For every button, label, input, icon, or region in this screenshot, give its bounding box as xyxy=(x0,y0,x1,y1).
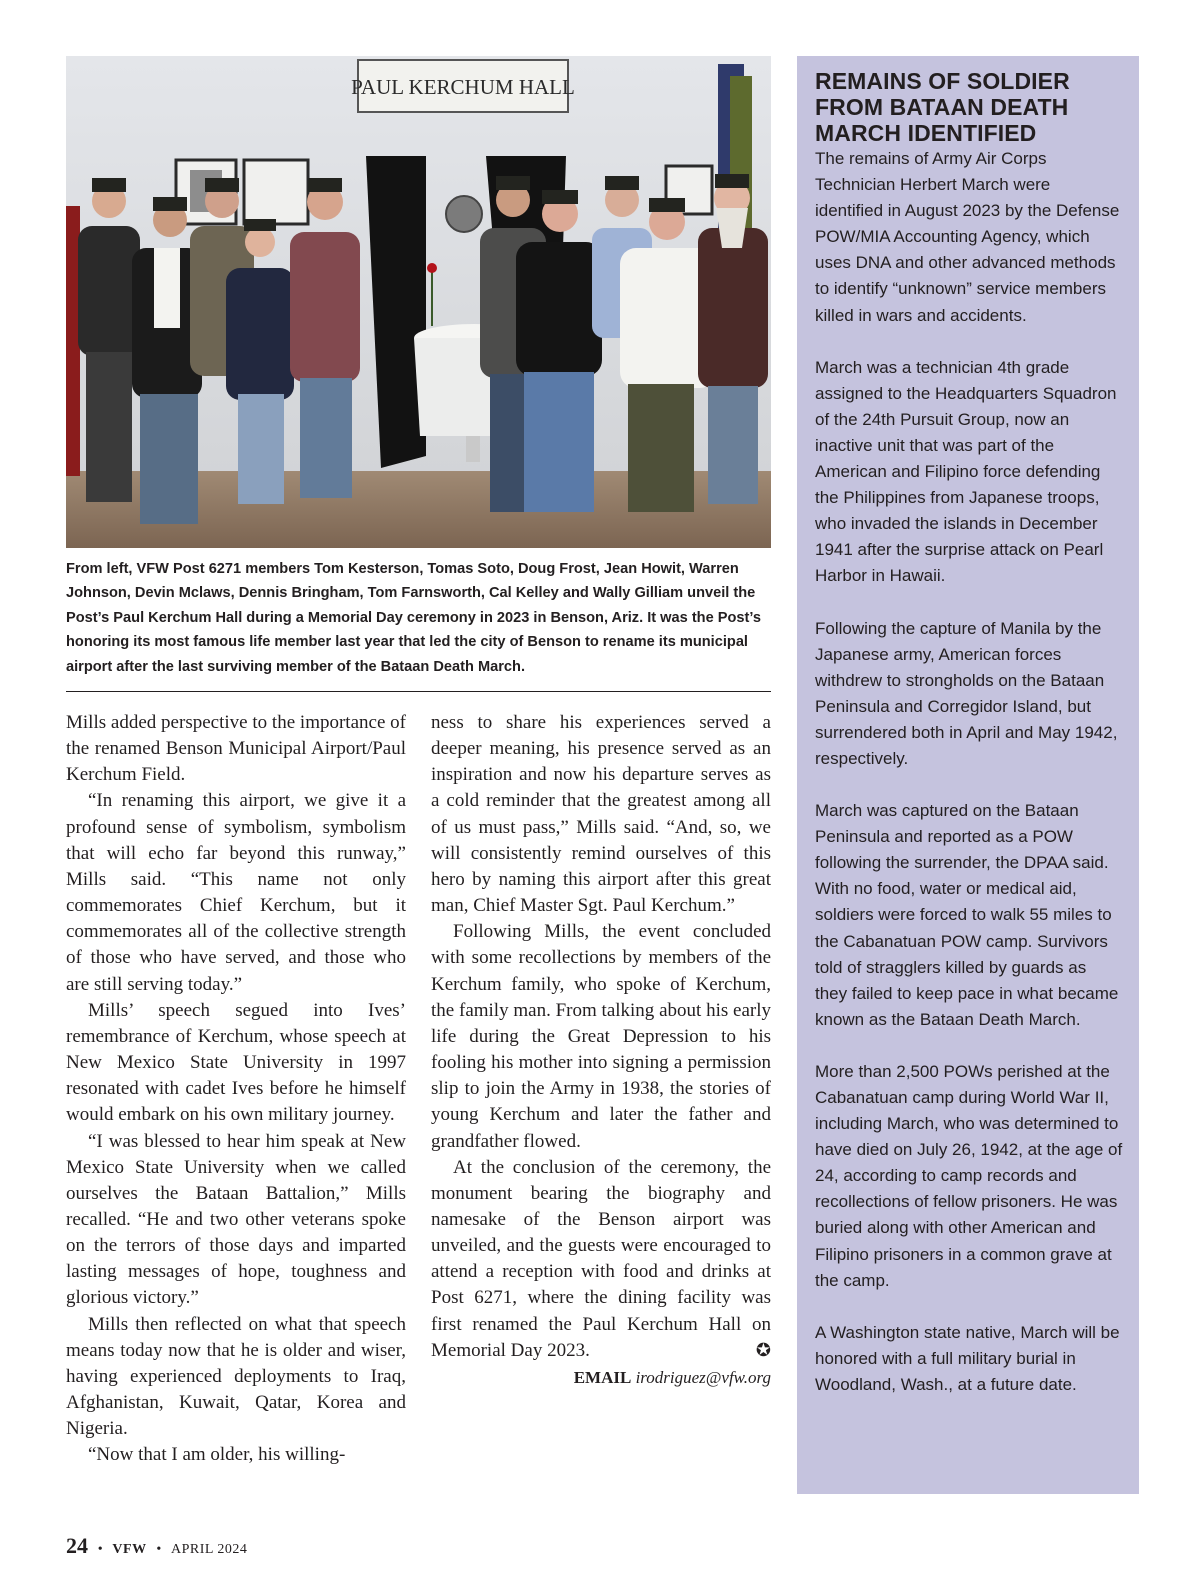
group-photo xyxy=(66,56,771,548)
publication-name: VFW xyxy=(112,1542,147,1557)
article-paragraph: At the conclusion of the ceremony, the monument bearing the biography and namesake of the Benson airport was unveiled, and the guests were encouraged to attend a reception with food and drinks at Post 6271, where the dining facility was first renamed the Paul Kerchum Hall on Memorial Day 2023. xyxy=(431,1156,771,1361)
photo-caption: From left, VFW Post 6271 members Tom Kesterson, Tomas Soto, Doug Frost, Jean Howit, Warren Johnson, Devin Mclaws, Dennis Bringham, Tom Farnsworth, Cal Kelley and Wally Gilliam unveil the Post’s Paul Kerchum Hall during a Memorial Day ceremony in 2023 in Benson, Ariz. It was the Post’s honoring its most famous life member last year that led the city of Benson to rename its municipal airport after the last surviving member of the Bataan Death March. xyxy=(66,561,762,675)
end-mark-icon: ✪ xyxy=(755,1339,771,1360)
sidebar-paragraph: The remains of Army Air Corps Technician Herbert March were identified in August 2023 by the Defense POW/MIA Accounting Agency, which uses DNA and other advanced methods to identify “unknown” service members killed in wars and accidents. xyxy=(815,149,1120,325)
footer-separator: • xyxy=(156,1542,162,1557)
article-paragraph: Following Mills, the event concluded with some recollections by members of the Kerchum family, who spoke of Kerchum, the family man. From talking about his early life during the Great Depression to his fooling his mother into signing a permission slip to join the Army in 1938, the stories of young Kerchum and later the father and grandfather flowed. xyxy=(431,921,771,1152)
article-column-2 xyxy=(431,710,771,1393)
author-email xyxy=(431,1363,771,1393)
email-address-link[interactable]: irodriguez@vfw.org xyxy=(635,1367,771,1387)
page-footer xyxy=(66,1533,247,1559)
photo-illustration xyxy=(66,56,771,548)
article-paragraph: “In renaming this airport, we give it a profound sense of symbolism, symbolism that will echo far beyond this runway,” Mills said. “This name not only commemorates Chief Kerchum, but it commemorates all of the collective strength of those who have served, and those who are still serving today.” xyxy=(66,790,406,995)
sidebar-box xyxy=(797,56,1139,1494)
sidebar-paragraph: Following the capture of Manila by the Japanese army, American forces withdrew to strongholds on the Bataan Peninsula and Corregidor Island, but surrendered both in April and May 1942, respectively. xyxy=(815,618,1118,768)
article-paragraph: ness to share his experiences served a deeper meaning, his presence served as an inspiration and now his departure serves as a cold reminder that the greatest among all of us must pass,” Mills said. “And, so, we will consistently remind ourselves of this hero by naming this airport after this great man, Chief Master Sgt. Paul Kerchum.” xyxy=(431,712,771,917)
email-label: EMAIL xyxy=(573,1367,632,1387)
sidebar-paragraph: March was a technician 4th grade assigned to the Headquarters Squadron of the 24th Pursuit Group, now an inactive unit that was part of the American and Filipino force defending the Philippines from Japanese troops, who invaded the islands in December 1941 after the surprise attack on Pearl Harbor in Hawaii. xyxy=(815,357,1117,586)
section-divider xyxy=(66,691,771,692)
sidebar-paragraph: A Washington state native, March will be honored with a full military burial in Woodland, Wash., at a future date. xyxy=(815,1322,1120,1394)
issue-date: APRIL 2024 xyxy=(170,1542,248,1557)
hall-sign-text: PAUL KERCHUM HALL xyxy=(351,75,575,99)
article-paragraph: Mills added perspective to the importance of the renamed Benson Municipal Airport/Paul Kerchum Field. xyxy=(66,712,406,786)
article-paragraph: “Now that I am older, his willing- xyxy=(88,1444,346,1466)
article-column-1 xyxy=(66,710,406,1469)
sidebar-paragraph: More than 2,500 POWs perished at the Cabanatuan camp during World War II, including March, who was determined to have died on July 26, 1942, at the age of 24, according to camp records and recollections of fellow prisoners. He was buried along with other American and Filipino prisoners in a common grave at the camp. xyxy=(815,1061,1123,1290)
article-paragraph: “I was blessed to hear him speak at New Mexico State University when we called ourselves the Bataan Battalion,” Mills recalled. “He and two other veterans spoke on the terrors of those days and imparted lasting messages of hope, toughness and glorious victory.” xyxy=(66,1130,406,1309)
footer-separator: • xyxy=(97,1542,103,1557)
sidebar-title: REMAINS OF SOLDIER FROM BATAAN DEATH MARCH IDENTIFIED xyxy=(815,68,1070,146)
sidebar-paragraph: March was captured on the Bataan Peninsula and reported as a POW following the surrender, the DPAA said. With no food, water or medical aid, soldiers were forced to walk 55 miles to the Cabanatuan POW camp. Survivors told of stragglers killed by guards as they failed to keep pace in what became known as the Bataan Death March. xyxy=(815,801,1119,1029)
article-paragraph: Mills then reflected on what that speech means today now that he is older and wiser, having experienced deployments to Iraq, Afghanistan, Kuwait, Qatar, Korea and Nigeria. xyxy=(66,1313,406,1440)
page-number: 24 xyxy=(66,1533,88,1558)
article-paragraph: Mills’ speech segued into Ives’ remembrance of Kerchum, whose speech at New Mexico State University in 1997 resonated with cadet Ives before he himself would embark on his own military journey. xyxy=(66,999,406,1126)
hall-sign xyxy=(351,60,575,112)
